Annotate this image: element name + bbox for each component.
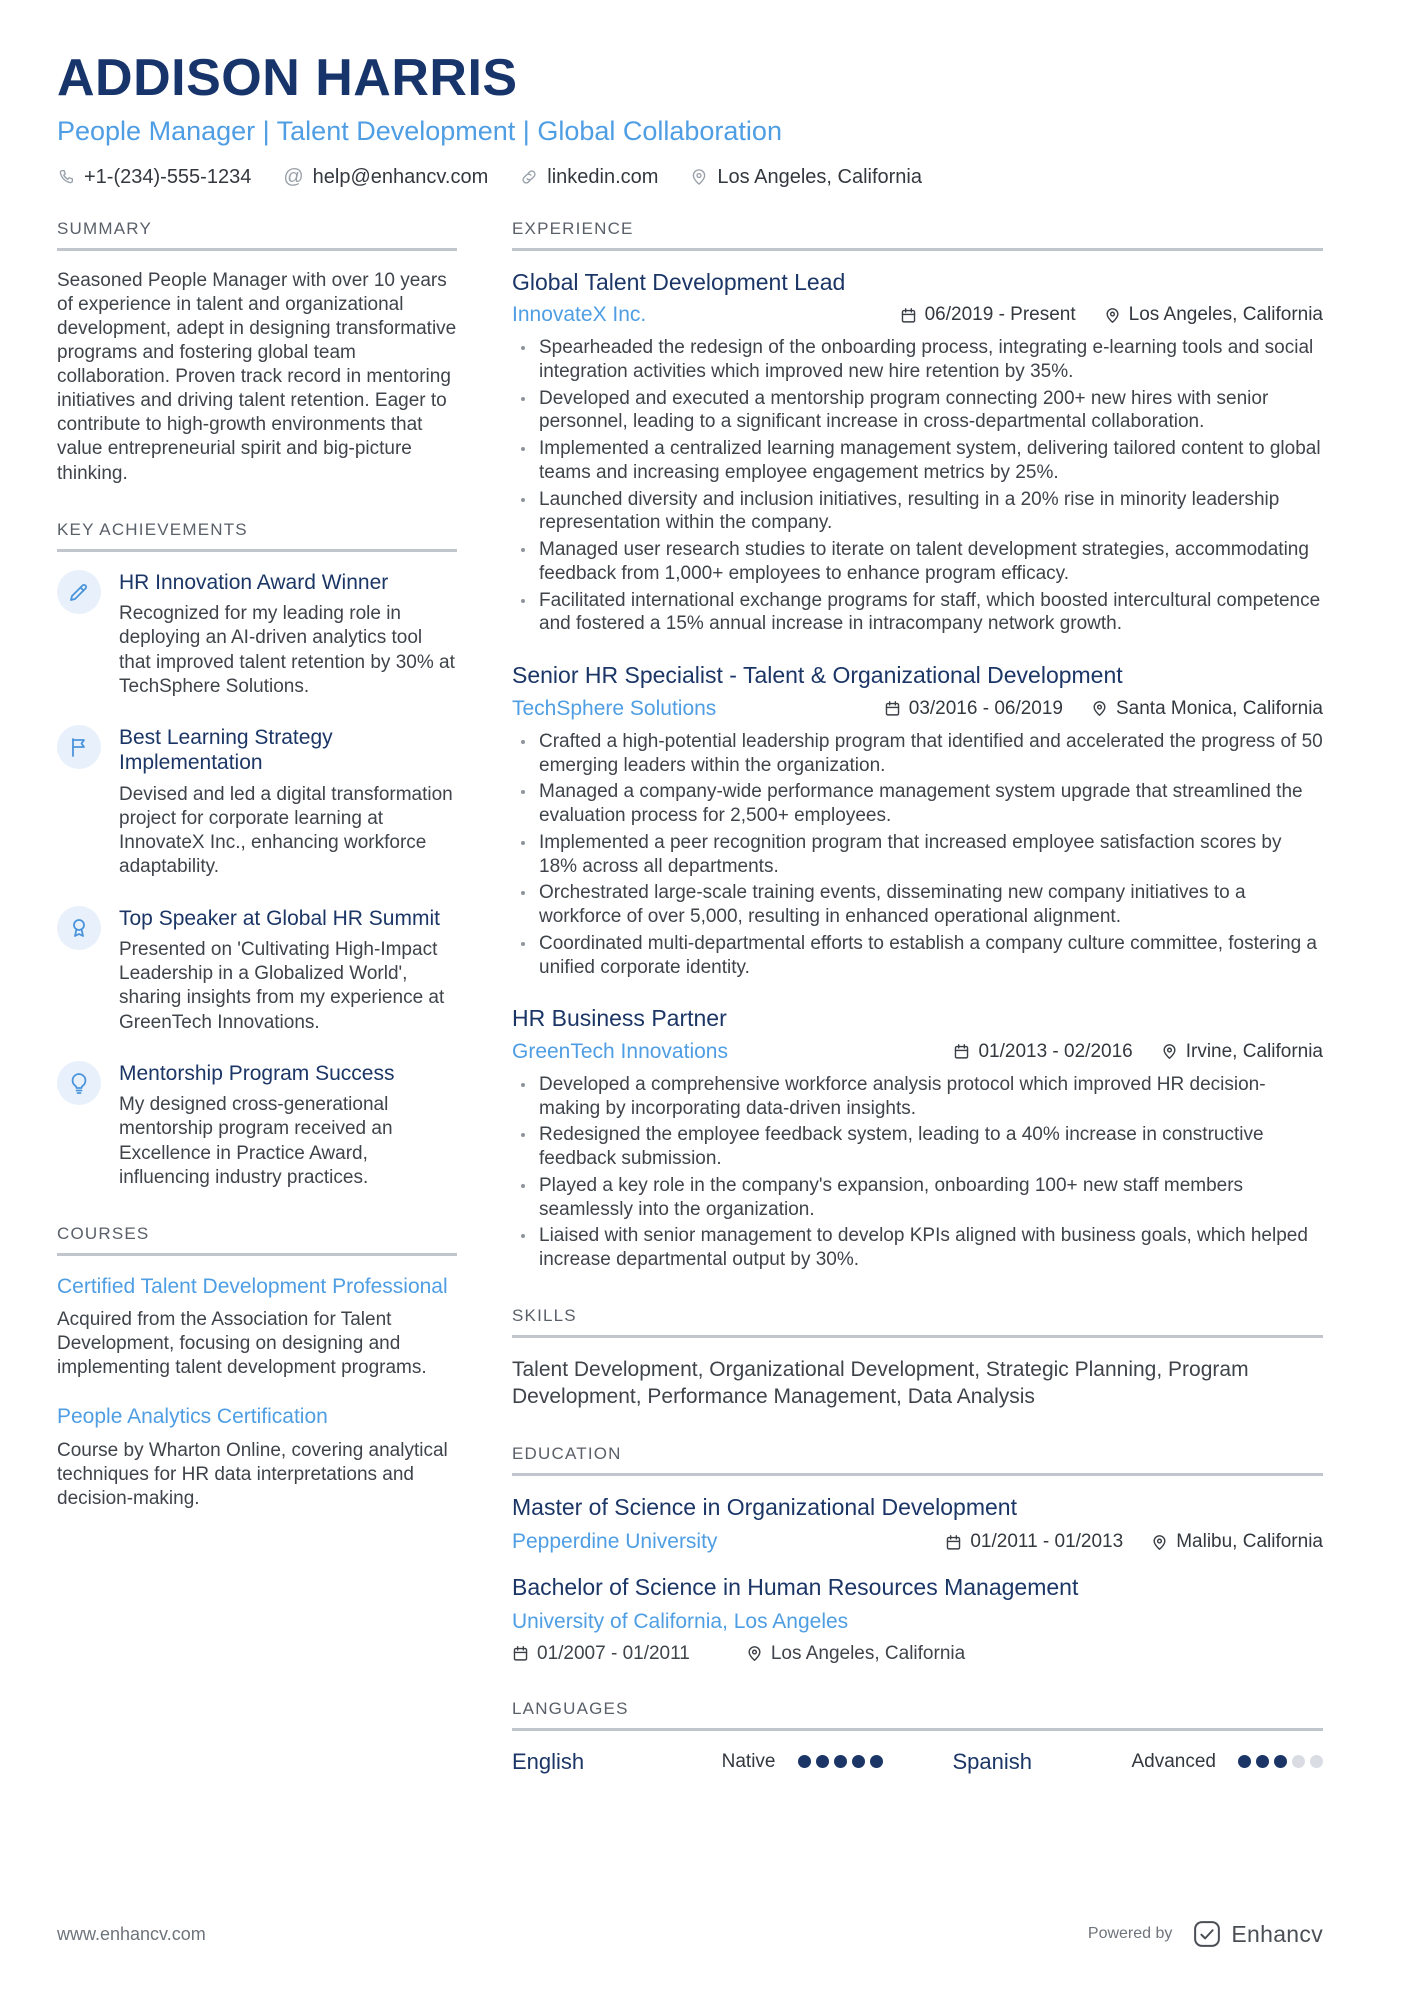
linkedin-contact[interactable] xyxy=(520,166,658,189)
page-footer xyxy=(57,1919,1323,1949)
location-contact xyxy=(690,166,922,189)
languages-section xyxy=(512,1699,1323,1775)
job-dates xyxy=(953,1041,1132,1063)
achievement-text: Devised and led a digital transformation project for corporate learning at InnovateX Inc., enhancing workforce adaptability. xyxy=(119,784,453,878)
achievement-text: My designed cross-generational mentorship program received an Excellence in Practice Award, influencing industry practices. xyxy=(119,1094,393,1188)
person-title: People Manager | Talent Development | Global Collaboration xyxy=(57,116,782,147)
calendar-icon xyxy=(512,1645,529,1662)
achievement-title: HR Innovation Award Winner xyxy=(119,570,389,594)
job-role: Senior HR Specialist - Talent & Organizational Development xyxy=(512,662,1123,689)
course-title: Certified Talent Development Professional xyxy=(57,1274,448,1298)
bullet-item: Developed a comprehensive workforce analysis protocol which improved HR decision-making by incorporating data-driven insights. xyxy=(512,1073,1323,1121)
job-location xyxy=(1161,1041,1323,1063)
degree-location xyxy=(746,1643,965,1665)
degree-title: Master of Science in Organizational Development xyxy=(512,1494,1017,1521)
resume-body xyxy=(57,219,1323,1809)
summary-section xyxy=(57,219,457,486)
bullet-item: Spearheaded the redesign of the onboarding process, integrating e-learning tools and social integration activities which improved new hire retention by 35%. xyxy=(512,336,1323,384)
bullet-item: Launched diversity and inclusion initiatives, resulting in a 20% rise in minority leadership representation within the company. xyxy=(512,488,1323,536)
calendar-icon xyxy=(953,1043,970,1060)
achievements-section xyxy=(57,520,457,1190)
job-role: Global Talent Development Lead xyxy=(512,268,846,295)
achievement-item xyxy=(57,570,457,699)
course-text: Course by Wharton Online, covering analytical techniques for HR data interpretations and decision-making. xyxy=(57,1439,448,1509)
flag-icon xyxy=(57,725,101,769)
achievement-content xyxy=(119,725,457,880)
language-dots xyxy=(1238,1755,1323,1768)
lightbulb-icon xyxy=(57,1061,101,1105)
experience-heading: EXPERIENCE xyxy=(512,219,1323,251)
summary-text: Seasoned People Manager with over 10 years of experience in talent and organizational development, adept in designing transformative programs and fostering global team collaboration. Proven track record in mentoring initiatives and driving talent retention. Eager to contribute to high-growth environments that value entrepreneurial spirit and big-picture thinking. xyxy=(57,269,457,484)
powered-by-block xyxy=(1088,1919,1323,1949)
degree-dates xyxy=(945,1531,1123,1553)
job-bullets xyxy=(512,1073,1323,1272)
degree-meta-row xyxy=(512,1530,1323,1554)
job-meta-row xyxy=(512,303,1323,327)
contact-row xyxy=(57,166,1323,189)
job-dates xyxy=(900,304,1076,326)
languages-heading: LANGUAGES xyxy=(512,1699,1323,1731)
location-icon xyxy=(1104,307,1121,324)
enhancv-logo-icon xyxy=(1192,1919,1222,1949)
job-dates-text: 01/2013 - 02/2016 xyxy=(978,1040,1133,1062)
language-rating xyxy=(722,1751,883,1773)
language-level: Advanced xyxy=(1131,1750,1216,1772)
location-icon xyxy=(1091,700,1108,717)
resume-header xyxy=(57,50,1323,219)
course-item xyxy=(57,1274,457,1381)
bullet-item: Liaised with senior management to develop KPIs aligned with business goals, which helped increase departmental output by 30%. xyxy=(512,1224,1323,1272)
achievement-title: Best Learning Strategy Implementation xyxy=(119,725,333,775)
linkedin-url: linkedin.com xyxy=(547,165,659,188)
phone-icon xyxy=(57,168,75,186)
degree-title: Bachelor of Science in Human Resources Management xyxy=(512,1574,1079,1601)
achievement-text: Recognized for my leading role in deploying an AI-driven analytics tool that improved talent retention by 30% at TechSphere Solutions. xyxy=(119,603,455,697)
skills-section xyxy=(512,1306,1323,1411)
experience-job xyxy=(512,1005,1323,1272)
language-name: Spanish xyxy=(952,1748,1033,1774)
courses-heading: COURSES xyxy=(57,1224,457,1256)
bullet-item: Implemented a peer recognition program that increased employee satisfaction scores by 18% across all departments. xyxy=(512,831,1323,879)
bullet-item: Orchestrated large-scale training events, disseminating new company initiatives to a workforce of over 5,000, resulting in enhanced operational alignment. xyxy=(512,881,1323,929)
languages-row xyxy=(512,1749,1323,1775)
language-name: English xyxy=(512,1748,585,1774)
degree-dates-text: 01/2011 - 01/2013 xyxy=(970,1531,1124,1553)
enhancv-brand-link[interactable] xyxy=(1192,1919,1323,1949)
degree-dates xyxy=(512,1643,690,1665)
person-name: ADDISON HARRIS xyxy=(57,49,518,107)
job-dates-text: 06/2019 - Present xyxy=(924,304,1076,326)
summary-heading: SUMMARY xyxy=(57,219,457,251)
courses-section xyxy=(57,1224,457,1511)
degree-location xyxy=(1151,1531,1323,1553)
job-location-text: Los Angeles, California xyxy=(1128,304,1323,326)
email-contact[interactable] xyxy=(283,166,488,189)
bullet-item: Redesigned the employee feedback system, leading to a 40% increase in constructive feedback submission. xyxy=(512,1123,1323,1171)
job-location-text: Santa Monica, California xyxy=(1116,697,1323,719)
job-meta-row xyxy=(512,697,1323,721)
language-level: Native xyxy=(721,1750,776,1772)
experience-job xyxy=(512,269,1323,637)
achievements-heading: KEY ACHIEVEMENTS xyxy=(57,520,457,552)
course-text: Acquired from the Association for Talent Development, focusing on designing and implementing talent development programs. xyxy=(57,1309,427,1379)
bullet-item: Implemented a centralized learning management system, delivering tailored content to global teams and increasing employee engagement metrics by 25%. xyxy=(512,437,1323,485)
job-role: HR Business Partner xyxy=(512,1005,727,1032)
link-icon xyxy=(520,168,538,186)
degree-dates-text: 01/2007 - 01/2011 xyxy=(537,1642,690,1664)
degree-location-text: Malibu, California xyxy=(1176,1531,1323,1553)
achievement-item xyxy=(57,1061,457,1190)
calendar-icon xyxy=(900,307,917,324)
achievement-title: Mentorship Program Success xyxy=(119,1061,395,1085)
job-company: GreenTech Innovations xyxy=(512,1039,728,1063)
degree-meta-row-secondary xyxy=(512,1643,1323,1665)
degree-meta-row xyxy=(512,1610,1323,1634)
job-company: InnovateX Inc. xyxy=(512,303,647,327)
location-icon xyxy=(1151,1534,1168,1551)
bullet-item: Managed a company-wide performance management system upgrade that streamlined the evaluation process for 2,500+ employees. xyxy=(512,780,1323,828)
achievement-item xyxy=(57,725,457,880)
experience-job xyxy=(512,662,1323,979)
enhancv-brand-name: Enhancv xyxy=(1231,1920,1323,1947)
powered-by-label: Powered by xyxy=(1087,1925,1173,1942)
achievement-item xyxy=(57,906,457,1035)
job-bullets xyxy=(512,336,1323,636)
phone-contact[interactable] xyxy=(57,166,251,189)
achievement-content xyxy=(119,906,457,1035)
job-dates-text: 03/2016 - 06/2019 xyxy=(908,697,1063,719)
achievement-text: Presented on 'Cultivating High-Impact Leadership in a Globalized World', sharing insights from my experience at GreenTech Innovations. xyxy=(119,939,445,1033)
course-title: People Analytics Certification xyxy=(57,1405,328,1429)
language-rating xyxy=(1131,1751,1323,1773)
achievement-content xyxy=(119,1061,457,1190)
job-location-text: Irvine, California xyxy=(1185,1040,1323,1062)
job-meta-row xyxy=(512,1040,1323,1064)
language-dots xyxy=(798,1755,883,1768)
skills-text: Talent Development, Organizational Development, Strategic Planning, Program Development, Performance Management, Data Analysis xyxy=(512,1357,1249,1409)
bullet-item: Managed user research studies to iterate on talent development strategies, accommodating feedback from 1,000+ employees to enhance program efficacy. xyxy=(512,538,1323,586)
bullet-item: Developed and executed a mentorship program connecting 200+ new hires with senior personnel, leading to a significant increase in cross-departmental collaboration. xyxy=(512,387,1323,435)
language-item xyxy=(953,1749,1324,1775)
education-section xyxy=(512,1444,1323,1664)
job-company: TechSphere Solutions xyxy=(512,696,717,720)
language-item xyxy=(512,1749,883,1775)
degree-school: University of California, Los Angeles xyxy=(512,1609,849,1633)
degree-school: Pepperdine University xyxy=(512,1530,718,1554)
right-column xyxy=(512,219,1323,1809)
location-icon xyxy=(746,1645,763,1662)
education-degree xyxy=(512,1574,1323,1665)
achievement-title: Top Speaker at Global HR Summit xyxy=(119,906,440,930)
calendar-icon xyxy=(884,700,901,717)
education-heading: EDUCATION xyxy=(512,1444,1323,1476)
bullet-item: Crafted a high-potential leadership program that identified and accelerated the progress of 50 emerging leaders within the organization. xyxy=(512,730,1323,778)
email-address: help@enhancv.com xyxy=(312,165,489,188)
education-degree xyxy=(512,1494,1323,1554)
course-item xyxy=(57,1404,457,1511)
left-column xyxy=(57,219,457,1809)
job-dates xyxy=(884,698,1063,720)
phone-number: +1-(234)-555-1234 xyxy=(84,165,252,188)
bullet-item: Played a key role in the company's expansion, onboarding 100+ new staff members seamlessly into the organization. xyxy=(512,1174,1323,1222)
experience-section xyxy=(512,219,1323,1272)
location-text: Los Angeles, California xyxy=(717,165,922,188)
degree-location-text: Los Angeles, California xyxy=(770,1642,966,1664)
job-location xyxy=(1104,304,1323,326)
bullet-item: Facilitated international exchange programs for staff, which boosted intercultural competence and fostered a 15% annual increase in intracompany network growth. xyxy=(512,589,1323,637)
location-icon xyxy=(1161,1043,1178,1060)
job-bullets xyxy=(512,730,1323,980)
skills-heading: SKILLS xyxy=(512,1306,1323,1338)
job-location xyxy=(1091,698,1323,720)
email-icon: @ xyxy=(283,166,304,189)
footer-website-link[interactable]: www.enhancv.com xyxy=(57,1923,206,1944)
medal-icon xyxy=(57,906,101,950)
pen-icon xyxy=(57,570,101,614)
achievement-content xyxy=(119,570,457,699)
bullet-item: Coordinated multi-departmental efforts to establish a company culture committee, fostering a unified corporate identity. xyxy=(512,932,1323,980)
location-icon xyxy=(690,168,708,186)
calendar-icon xyxy=(945,1534,962,1551)
